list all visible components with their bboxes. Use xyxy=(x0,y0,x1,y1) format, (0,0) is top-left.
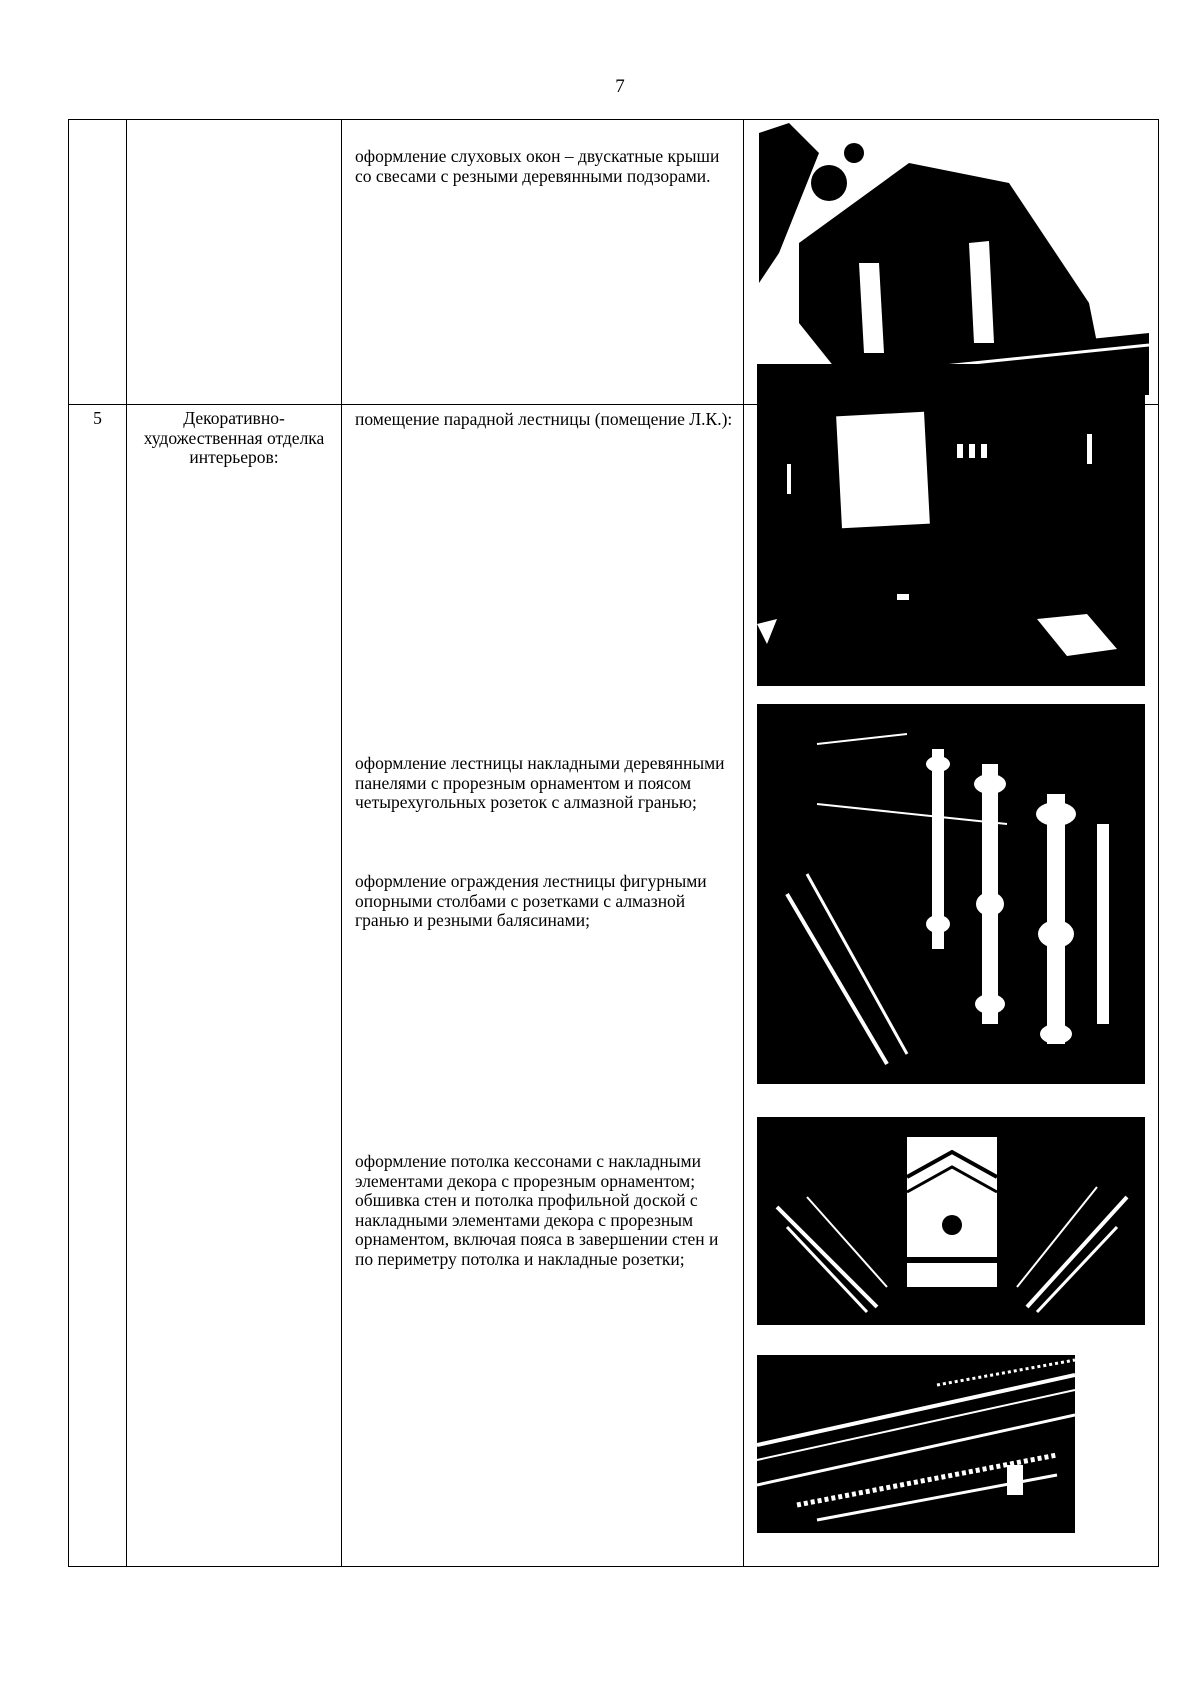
coffered-ceiling-photo xyxy=(757,1117,1145,1325)
feature-name: Декоративно-художественная отделка интерьеров: xyxy=(143,408,325,467)
cornice-decor-photo xyxy=(757,1355,1075,1533)
dormer-window-photo xyxy=(759,123,1149,395)
column-divider xyxy=(341,120,342,1566)
column-divider xyxy=(743,120,744,1566)
column-divider xyxy=(126,120,127,1566)
staircase-room-photo xyxy=(757,364,1145,686)
staircase-railing-description: оформление ограждения лестницы фигурными опорными столбами с розетками с алмазной гранью и резными балясинами; xyxy=(355,871,707,930)
staircase-balusters-photo xyxy=(757,704,1145,1084)
staircase-panels-description: оформление лестницы накладными деревянными панелями с прорезным орнаментом и поясом четырехугольных розеток с алмазной гранью; xyxy=(355,753,725,812)
monument-features-table xyxy=(68,119,1159,1567)
page-number: 7 xyxy=(615,76,625,97)
ceiling-walls-description: оформление потолка кессонами с накладными элементами декора с прорезным орнаментом; обшивка стен и потолка профильной доской с накладными элементами декора с прорезным орнаментом, включая пояса в завершении стен и по периметру потолка и накладные розетки; xyxy=(355,1151,719,1269)
staircase-room-description: помещение парадной лестницы (помещение Л.К.): xyxy=(355,409,733,429)
dormer-window-description: оформление слуховых окон – двускатные крыши со свесами с резными деревянными подзорами. xyxy=(355,146,720,186)
row-number: 5 xyxy=(93,408,102,428)
